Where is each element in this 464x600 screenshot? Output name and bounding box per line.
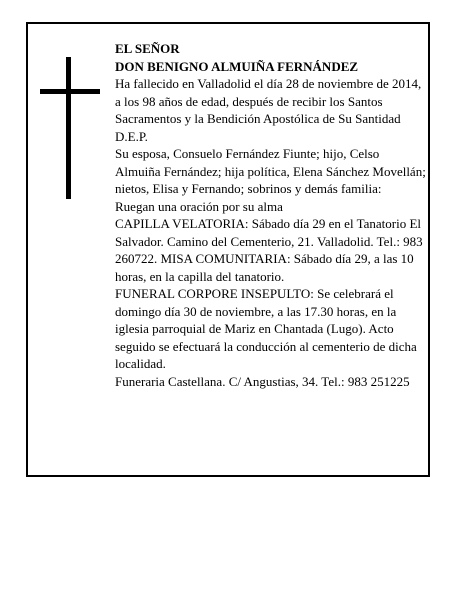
cross-icon	[40, 57, 100, 199]
cross-horizontal-bar	[40, 89, 100, 94]
deceased-name: DON BENIGNO ALMUIÑA FERNÁNDEZ	[115, 58, 359, 74]
death-announcement: Ha fallecido en Valladolid el día 28 de noviembre de 2014, a los 98 años de edad, después de recibir los Santos Sacramentos y la Bendición Apostólica de Su Santidad	[115, 76, 422, 126]
funeral-info: FUNERAL CORPORE INSEPULTO: Se celebrará el domingo día 30 de noviembre, a las 17.30 horas, en la iglesia parroquial de Mariz en Chantada (Lugo). Acto seguido se efectuará la conducción al cementerio de dicha localidad.	[115, 286, 417, 371]
notice-text	[115, 40, 427, 390]
obituary-notice	[26, 22, 430, 477]
prayer-request: Ruegan una oración por su alma	[115, 198, 283, 214]
cross-vertical-bar	[66, 57, 71, 199]
family-list: Su esposa, Consuelo Fernández Fiunte; hijo, Celso Almuiña Fernández; hija política, Elena Sánchez Movellán; nietos, Elisa y Fernando; sobrinos y demás familia:	[115, 146, 426, 196]
deceased-title: EL SEÑOR	[115, 41, 180, 56]
funeral-home-info: Funeraria Castellana. C/ Angustias, 34. Tel.: 983 251225	[115, 373, 410, 389]
rip-text: D.E.P.	[115, 128, 148, 144]
chapel-and-mass-info: CAPILLA VELATORIA: Sábado día 29 en el Tanatorio El Salvador. Camino del Cementerio, 21. Valladolid. Tel.: 983 260722. MISA COMUNITARIA: Sábado día 29, a las 10 horas, en la capilla del tanatorio.	[115, 216, 423, 284]
